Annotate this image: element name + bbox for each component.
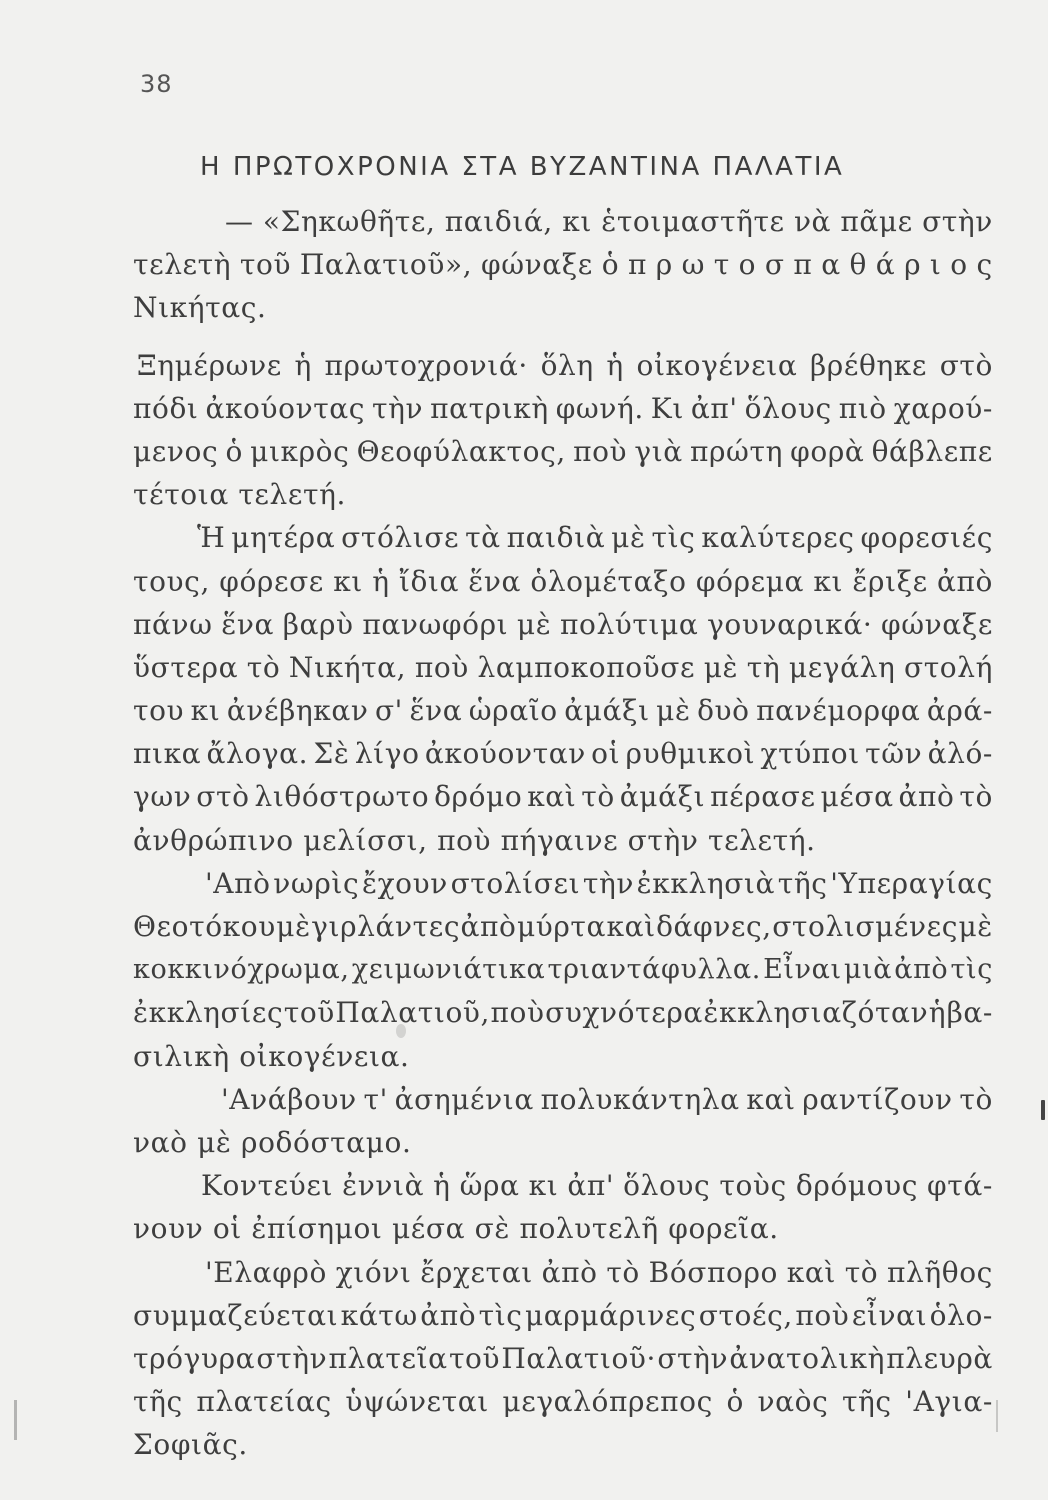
word: πλατεῖα bbox=[328, 1341, 448, 1375]
text-line bbox=[133, 1078, 993, 1121]
word: στὴν bbox=[256, 1341, 328, 1375]
word: ἀπὸ bbox=[937, 564, 993, 598]
word: ἕνα bbox=[468, 564, 522, 598]
word: μιὰ bbox=[843, 954, 893, 986]
word: Ξημέρωνε bbox=[137, 348, 282, 382]
word: — bbox=[225, 205, 254, 238]
word: πλῆθος bbox=[887, 1255, 993, 1289]
word: πιὸ bbox=[838, 391, 887, 425]
word: φόρεμα bbox=[695, 564, 805, 598]
word: ἀπ' bbox=[567, 1169, 615, 1203]
text-line bbox=[133, 387, 993, 430]
word: α bbox=[821, 248, 841, 282]
word: πικα bbox=[133, 737, 202, 771]
word: τὰ bbox=[465, 521, 501, 555]
word: βαρὺ bbox=[282, 607, 354, 641]
word: τῆς bbox=[777, 866, 828, 900]
word: ἀνέβηκαν bbox=[226, 694, 369, 728]
word: ἡ bbox=[294, 348, 312, 382]
word: ποὺ bbox=[573, 434, 628, 468]
word: πανωφόρι bbox=[362, 607, 509, 641]
word: 'Αγια- bbox=[905, 1385, 993, 1419]
text-line bbox=[133, 516, 993, 559]
word: στὴν bbox=[922, 205, 993, 238]
word: πανέμορφα bbox=[756, 694, 921, 728]
word: ἀκούοντας bbox=[205, 391, 366, 425]
word: δάφνες, bbox=[656, 910, 772, 943]
word: «Σηκωθῆτε, bbox=[262, 205, 436, 238]
word: χτύποι bbox=[760, 737, 860, 771]
word: τὴ bbox=[746, 650, 781, 684]
text-line: ἀνθρώπινο μελίσσι, ποὺ πήγαινε στὴν τελετή. bbox=[133, 823, 816, 857]
word: τρόγυρα bbox=[133, 1341, 256, 1375]
word: 'Ελαφρὸ bbox=[205, 1255, 327, 1289]
word: μὲ bbox=[656, 694, 691, 728]
word: τὴν bbox=[372, 391, 424, 425]
word: τοῦ bbox=[239, 248, 292, 282]
word: οἱ bbox=[591, 737, 621, 771]
word: ἀπὸ bbox=[898, 780, 955, 814]
word: 'Ανάβουν bbox=[221, 1082, 357, 1116]
word: ἀπ' bbox=[690, 391, 738, 425]
word: γιὰ bbox=[634, 434, 683, 468]
word: ποὺ bbox=[414, 650, 469, 684]
word: μητέρα bbox=[231, 521, 336, 555]
word: μέσα bbox=[820, 780, 894, 814]
word: ρ bbox=[655, 248, 673, 282]
word: παιδιὰ bbox=[506, 521, 606, 555]
word: στολισμένες bbox=[772, 910, 959, 943]
word: θ bbox=[849, 248, 867, 282]
word: ἕνα bbox=[409, 694, 463, 728]
word: ἕνα bbox=[221, 607, 275, 641]
text-line: Σοφιᾶς. bbox=[133, 1428, 248, 1462]
word: ἔχουν bbox=[361, 866, 448, 900]
text-line bbox=[133, 646, 993, 689]
word: ρ bbox=[904, 248, 922, 282]
page-number: 38 bbox=[140, 70, 173, 98]
edge-mark bbox=[996, 1400, 998, 1432]
word: βα- bbox=[946, 996, 993, 1030]
word: ο bbox=[738, 248, 757, 282]
word: σ' bbox=[374, 694, 403, 728]
text-line: Νικήτας. bbox=[133, 291, 267, 325]
word: ὅλους bbox=[744, 391, 832, 425]
word: τ' bbox=[363, 1082, 388, 1116]
word: ἀσημένια bbox=[394, 1082, 534, 1116]
word: μὲ bbox=[276, 910, 311, 943]
word: τὸ bbox=[246, 650, 281, 684]
word: δρόμο bbox=[434, 780, 523, 814]
word: πάνω bbox=[133, 607, 213, 641]
word: μὲ bbox=[516, 607, 552, 641]
word: μικρὸς bbox=[250, 434, 350, 468]
word: στὸ bbox=[196, 780, 250, 814]
word: συχνότερα bbox=[545, 996, 703, 1030]
text-line bbox=[133, 430, 993, 473]
word: μεγάλη bbox=[788, 650, 896, 684]
word: πλατείας bbox=[196, 1385, 332, 1419]
word: ἡ bbox=[928, 996, 947, 1030]
word: κοκκινόχρωμα, bbox=[133, 954, 350, 986]
text-line: ναὸ μὲ ροδόσταμο. bbox=[133, 1125, 412, 1159]
word: ἀπὸ bbox=[420, 1298, 477, 1332]
word: ρυθμικοὶ bbox=[625, 737, 756, 771]
text-line bbox=[133, 948, 993, 991]
word: καὶ bbox=[746, 1082, 796, 1116]
word: ραντίζουν bbox=[802, 1082, 953, 1116]
word: ὅλη bbox=[540, 348, 594, 382]
text-line bbox=[133, 243, 993, 286]
word: μὲ bbox=[703, 650, 739, 684]
word: του bbox=[133, 694, 185, 728]
word: πᾶμε bbox=[840, 205, 913, 238]
word: στολίσει bbox=[450, 866, 581, 900]
text-line bbox=[133, 689, 993, 732]
paper-speck bbox=[1041, 1100, 1045, 1120]
word: καὶ bbox=[606, 910, 656, 943]
word: λίγο bbox=[354, 737, 420, 771]
word: ὕστερα bbox=[133, 650, 239, 684]
word: κι bbox=[190, 694, 221, 728]
word: Παλατιοῦ· bbox=[501, 1341, 657, 1375]
word: παιδιά, bbox=[444, 205, 553, 238]
word: ἐκκλησίες bbox=[133, 996, 284, 1030]
word: τὸ bbox=[581, 780, 615, 814]
word: ἀμάξι bbox=[564, 694, 650, 728]
word: λιθόστρωτο bbox=[254, 780, 430, 814]
word: πρώτη bbox=[689, 434, 783, 468]
word: κι bbox=[813, 564, 844, 598]
word: Κι bbox=[650, 391, 684, 425]
word: τελετὴ bbox=[133, 248, 232, 282]
word: τῶν bbox=[865, 737, 923, 771]
word: ς bbox=[976, 248, 993, 282]
word: γιρλάντες bbox=[311, 910, 461, 943]
word: Κοντεύει bbox=[201, 1169, 334, 1203]
word: ἔριξε bbox=[852, 564, 928, 598]
word: ἐκκλησιὰ bbox=[636, 866, 776, 900]
word: Παλατιοῦ, bbox=[335, 996, 491, 1030]
word: κι bbox=[528, 1169, 559, 1203]
text-line bbox=[133, 344, 993, 387]
word: πατρικὴ bbox=[430, 391, 549, 425]
word: ἡ bbox=[372, 564, 390, 598]
word: κι bbox=[562, 205, 592, 238]
word: ὁ bbox=[726, 1385, 744, 1419]
text-line bbox=[133, 603, 993, 646]
word: τὸ bbox=[959, 1082, 993, 1116]
word: πρωτοχρονιά· bbox=[324, 348, 528, 382]
word: φώναξε bbox=[481, 248, 593, 282]
word: οἰκογένεια bbox=[636, 348, 798, 382]
word: ὁ bbox=[601, 248, 620, 282]
word: φτά- bbox=[927, 1169, 993, 1203]
word: ἐννιὰ bbox=[342, 1169, 425, 1203]
word: ποὺ bbox=[490, 996, 545, 1030]
word: στὴν bbox=[657, 1341, 729, 1375]
word: π bbox=[793, 248, 813, 282]
word: τῆς bbox=[133, 1385, 183, 1419]
word: Εἶναι bbox=[763, 954, 842, 986]
word: Ἡ bbox=[197, 521, 226, 555]
paper-speck bbox=[396, 1024, 406, 1038]
word: Θεοτόκου bbox=[133, 910, 276, 943]
word: τ bbox=[713, 248, 730, 282]
word: νὰ bbox=[793, 205, 832, 238]
word: πέρασε bbox=[710, 780, 816, 814]
word: συμμαζεύεται bbox=[133, 1298, 339, 1332]
word: ἴδια bbox=[398, 564, 459, 598]
text-line bbox=[133, 1337, 993, 1380]
word: Θεοφύλακτος, bbox=[356, 434, 566, 468]
word: ὁλομέταξο bbox=[530, 564, 687, 598]
word: ἀμάξι bbox=[619, 780, 706, 814]
word: ἑτοιμαστῆτε bbox=[601, 205, 785, 238]
word: στὸ bbox=[939, 348, 993, 382]
word: τὸ bbox=[606, 1255, 640, 1289]
word: τοῦ bbox=[283, 996, 335, 1030]
edge-mark bbox=[14, 1400, 17, 1440]
word: ἡ bbox=[606, 348, 624, 382]
word: ἀλό- bbox=[927, 737, 993, 771]
word: ὑψώνεται bbox=[345, 1385, 489, 1419]
word: τριαντάφυλλα. bbox=[547, 954, 761, 986]
word: εἶναι bbox=[851, 1298, 928, 1332]
word: φορὰ bbox=[790, 434, 865, 468]
word: κι bbox=[333, 564, 363, 598]
word: τοῦ bbox=[448, 1341, 501, 1375]
word: καὶ bbox=[527, 780, 577, 814]
word: φώναξε bbox=[881, 607, 993, 641]
word: γουναρικά· bbox=[707, 607, 873, 641]
word: φόρεσε bbox=[219, 564, 324, 598]
word: χαρού- bbox=[893, 391, 993, 425]
word: ὁλο- bbox=[929, 1298, 993, 1332]
word: χειμωνιάτικα bbox=[351, 954, 546, 986]
word: τοὺς bbox=[719, 1169, 787, 1203]
word: μὲ bbox=[611, 521, 646, 555]
word: π bbox=[627, 248, 647, 282]
word: Παλατιοῦ», bbox=[299, 248, 473, 282]
word: σ bbox=[764, 248, 785, 282]
word: χιόνι bbox=[335, 1255, 412, 1289]
word: ο bbox=[950, 248, 968, 282]
text-line bbox=[133, 991, 993, 1034]
word: τῆς bbox=[841, 1385, 892, 1419]
word: ἀπὸ bbox=[894, 954, 949, 986]
word: δυὸ bbox=[697, 694, 750, 728]
word: τους, bbox=[133, 564, 210, 598]
word: ὥρα bbox=[459, 1169, 520, 1203]
word: μὲ bbox=[958, 910, 993, 943]
word: καὶ bbox=[786, 1255, 836, 1289]
text-line bbox=[133, 732, 993, 775]
word: καλύτερες bbox=[701, 521, 855, 555]
word: ω bbox=[681, 248, 706, 282]
word: φορεσιές bbox=[860, 521, 993, 555]
word: στοές, bbox=[698, 1298, 793, 1332]
word: μεγαλόπρεπος bbox=[502, 1385, 713, 1419]
word: στολή bbox=[903, 650, 993, 684]
word: ναὸς bbox=[757, 1385, 829, 1419]
word: ποὺ bbox=[795, 1298, 850, 1332]
text-line: νουν οἱ ἐπίσημοι μέσα σὲ πολυτελῆ φορεῖα. bbox=[133, 1212, 779, 1246]
word: μενος bbox=[133, 434, 219, 468]
word: 'Υπεραγίας bbox=[830, 866, 993, 900]
word: τὴν bbox=[582, 866, 634, 900]
word: ἐκκλησιαζόταν bbox=[703, 996, 929, 1030]
word: ἀπὸ bbox=[460, 910, 517, 943]
word: κάτω bbox=[340, 1298, 418, 1332]
word: γων bbox=[133, 780, 192, 814]
word: ι bbox=[929, 248, 942, 282]
word: Βόσπορο bbox=[648, 1255, 778, 1289]
word: τὶς bbox=[651, 521, 696, 555]
word: τὸ bbox=[959, 780, 993, 814]
chapter-title: Η ΠΡΩΤΟΧΡΟΝΙΑ ΣΤΑ ΒΥΖΑΝΤΙΝΑ ΠΑΛΑΤΙΑ bbox=[200, 152, 845, 182]
text-line: σιλικὴ οἰκογένεια. bbox=[133, 1039, 410, 1073]
text-line bbox=[133, 560, 993, 603]
word: μύρτα bbox=[516, 910, 607, 943]
word: δρόμους bbox=[795, 1169, 918, 1203]
word: ἀνατολικὴ bbox=[729, 1341, 885, 1375]
text-line bbox=[133, 1164, 993, 1207]
word: πολυκάντηλα bbox=[540, 1082, 740, 1116]
word: ὡραῖο bbox=[468, 694, 558, 728]
text-line bbox=[133, 1294, 993, 1337]
text-line: τέτοια τελετή. bbox=[133, 478, 346, 512]
word: ἀπὸ bbox=[541, 1255, 598, 1289]
text-line bbox=[133, 862, 993, 905]
word: νωρὶς bbox=[273, 866, 360, 900]
word: στόλισε bbox=[341, 521, 460, 555]
word: ὁ bbox=[225, 434, 243, 468]
text-line bbox=[133, 200, 993, 243]
word: τὶς bbox=[478, 1298, 523, 1332]
word: Νικήτα, bbox=[288, 650, 407, 684]
word: τὶς bbox=[950, 954, 993, 986]
text-line bbox=[133, 1380, 993, 1423]
word: πόδι bbox=[133, 391, 199, 425]
word: θάβλεπε bbox=[871, 434, 993, 468]
word: λαμποκοποῦσε bbox=[477, 650, 696, 684]
word: ἄλογα. bbox=[206, 737, 309, 771]
word: τὸ bbox=[844, 1255, 879, 1289]
word: ἀρά- bbox=[926, 694, 993, 728]
text-line bbox=[133, 775, 993, 818]
word: πολύτιμα bbox=[560, 607, 699, 641]
text-line bbox=[133, 1251, 993, 1294]
word: ἀκούονταν bbox=[424, 737, 586, 771]
word: 'Απὸ bbox=[205, 866, 271, 900]
word: ά bbox=[875, 248, 896, 282]
word: μαρμάρινες bbox=[524, 1298, 697, 1332]
word: ἡ bbox=[433, 1169, 451, 1203]
word: βρέθηκε bbox=[810, 348, 928, 382]
word: πλευρὰ bbox=[886, 1341, 993, 1375]
word: Σὲ bbox=[313, 737, 350, 771]
word: ὅλους bbox=[623, 1169, 711, 1203]
body-text bbox=[133, 200, 993, 1466]
word: ἔρχεται bbox=[420, 1255, 533, 1289]
word: φωνή. bbox=[555, 391, 644, 425]
text-line bbox=[133, 905, 993, 948]
